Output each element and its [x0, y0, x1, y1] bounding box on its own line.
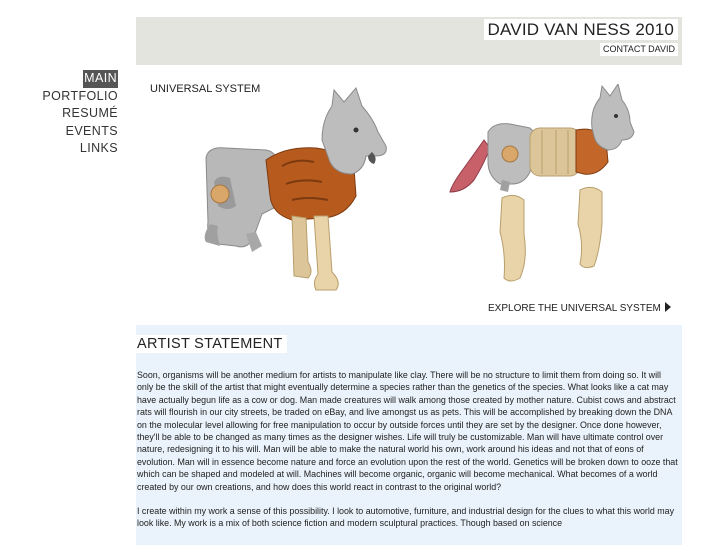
- statement-title: ARTIST STATEMENT: [136, 335, 287, 353]
- statement-paragraph: Soon, organisms will be another medium for artists to manipulate like clay. There will be no structure to limit them from doing so. It will only be the skill of the artist that might eventually determine a species rather than the genetics of the species. What looks like a cat may have actually begun life as a cow or dog. Man made creatures will walk among those created by mother nature. Cubist cows and abstract rats will flourish in our city streets, be traded on eBay, and live amongst us as pets. This will be accomplished by breaking down the DNA on the molecular level allowing for free manipulation to occur by outside forces until they are set by the designer. Once done however, they'll be able to be changed as many times as the designer wishes. Life will truly be customizable. Man will have ultimate control over nature, redesigning it to his will. Man will be able to make the natural world his own, work around his ideas and not that of eons of evolution. Man will in essence become nature and force an evolution upon the rest of the world. Genetics will be broken down to ooze that which can be shaped and modeled at will. Machines will become organic, organic will become mechanical. What becomes of a world created by our own creations, and how does this world react in contrast to the original world?: [137, 370, 678, 492]
- nav-item-events[interactable]: EVENTS: [65, 123, 118, 138]
- play-arrow-icon: [665, 302, 671, 312]
- modular-dog-sculpture-exploded: [444, 84, 640, 294]
- site-title: DAVID VAN NESS 2010: [484, 19, 678, 40]
- statement-body: [137, 369, 679, 542]
- nav-item-links[interactable]: LINKS: [79, 141, 118, 155]
- section-label: UNIVERSAL SYSTEM: [150, 83, 261, 95]
- explore-label: EXPLORE THE UNIVERSAL SYSTEM: [488, 303, 661, 314]
- statement-paragraph: I create within my work a sense of this possibility. I look to automotive, furniture, and industrial design for the clues to what this world may look like. My work is a mix of both science fiction and modern sculptural practices. Though based on science: [137, 506, 675, 529]
- header-band: [136, 17, 682, 65]
- nav-item-resume[interactable]: RESUMÉ: [62, 106, 118, 120]
- nav-item-portfolio[interactable]: PORTFOLIO: [42, 88, 118, 103]
- artist-statement-panel: [136, 325, 682, 545]
- nav-item-main[interactable]: MAIN: [83, 70, 118, 88]
- explore-link[interactable]: [488, 302, 671, 314]
- contact-link[interactable]: CONTACT DAVID: [600, 43, 678, 56]
- main-nav: [0, 70, 118, 158]
- modular-dog-sculpture-assembled: [196, 86, 392, 298]
